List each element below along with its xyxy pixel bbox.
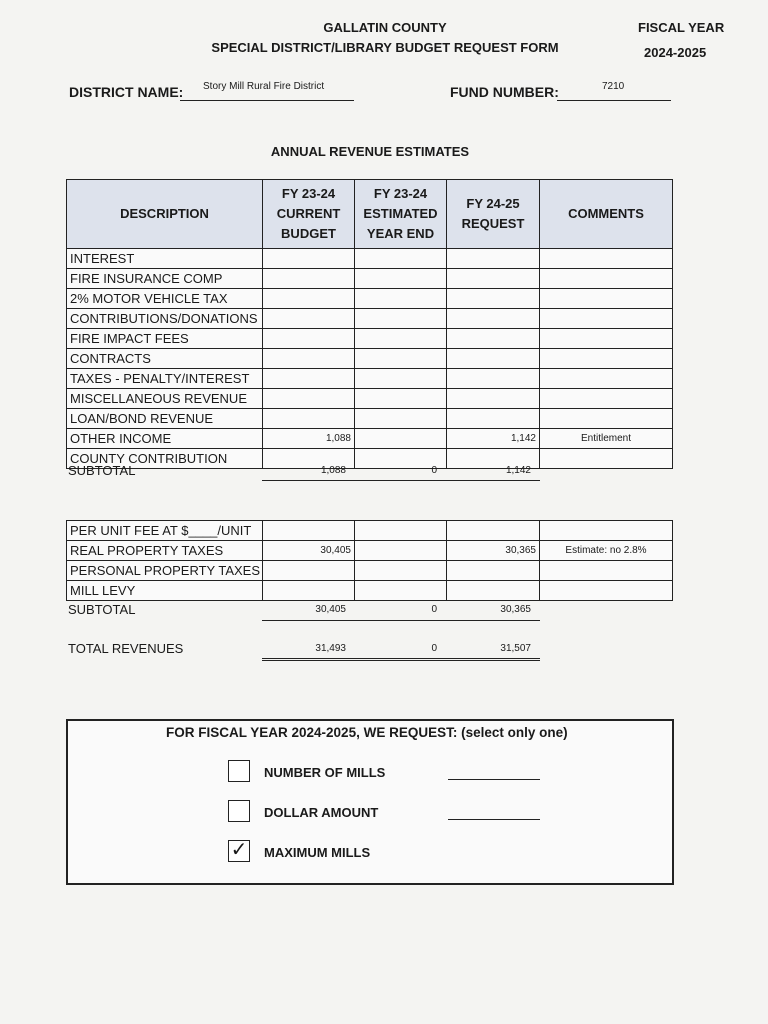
cell-current-budget[interactable] bbox=[263, 289, 355, 309]
cell-current-budget[interactable] bbox=[263, 389, 355, 409]
table-row bbox=[67, 429, 673, 449]
cell-current-budget[interactable]: 1,088 bbox=[263, 429, 355, 449]
subtotal-2-current: 30,405 bbox=[315, 604, 346, 615]
cell-estimated-year-end[interactable] bbox=[355, 561, 447, 581]
table-row bbox=[67, 581, 673, 601]
county-title: GALLATIN COUNTY bbox=[323, 20, 447, 35]
col-request bbox=[447, 180, 540, 249]
table-row bbox=[67, 289, 673, 309]
col-estimated-l3: YEAR END bbox=[366, 226, 435, 241]
cell-current-budget[interactable] bbox=[263, 329, 355, 349]
subtotal-2-request: 30,365 bbox=[500, 604, 531, 615]
cell-request[interactable] bbox=[447, 309, 540, 329]
cell-comment[interactable] bbox=[540, 269, 673, 289]
col-comments: COMMENTS bbox=[540, 180, 673, 249]
row-description: CONTRIBUTIONS/DONATIONS bbox=[67, 309, 263, 329]
cell-request[interactable] bbox=[447, 349, 540, 369]
fiscal-year-label: FISCAL YEAR bbox=[638, 20, 725, 35]
cell-request[interactable] bbox=[447, 389, 540, 409]
subtotal-1-estimated: 0 bbox=[431, 465, 437, 476]
cell-estimated-year-end[interactable] bbox=[355, 349, 447, 369]
col-current-l1: FY 23-24 bbox=[281, 186, 336, 201]
row-description: PERSONAL PROPERTY TAXES bbox=[67, 561, 263, 581]
col-current-budget bbox=[263, 180, 355, 249]
row-description: 2% MOTOR VEHICLE TAX bbox=[67, 289, 263, 309]
cell-estimated-year-end[interactable] bbox=[355, 329, 447, 349]
cell-request[interactable] bbox=[447, 249, 540, 269]
cell-comment[interactable] bbox=[540, 329, 673, 349]
cell-comment[interactable] bbox=[540, 249, 673, 269]
subtotal-2-estimated: 0 bbox=[431, 604, 437, 615]
table-row bbox=[67, 249, 673, 269]
option-maximum-mills: MAXIMUM MILLS bbox=[264, 845, 371, 860]
district-name-label: DISTRICT NAME: bbox=[69, 84, 184, 100]
cell-current-budget[interactable] bbox=[263, 521, 355, 541]
total-request: 31,507 bbox=[500, 643, 531, 654]
cell-request[interactable] bbox=[447, 521, 540, 541]
cell-estimated-year-end[interactable] bbox=[355, 369, 447, 389]
district-name-value: Story Mill Rural Fire District bbox=[203, 81, 325, 92]
cell-request[interactable] bbox=[447, 581, 540, 601]
mills-entry-line[interactable] bbox=[448, 779, 540, 780]
cell-estimated-year-end[interactable] bbox=[355, 249, 447, 269]
table-row bbox=[67, 389, 673, 409]
revenue-table-1 bbox=[66, 179, 673, 469]
table-row bbox=[67, 409, 673, 429]
cell-current-budget[interactable] bbox=[263, 561, 355, 581]
cell-request[interactable] bbox=[447, 561, 540, 581]
row-description: OTHER INCOME bbox=[67, 429, 263, 449]
checkbox-number-of-mills[interactable] bbox=[228, 760, 250, 782]
row-description: PER UNIT FEE AT $____/UNIT bbox=[67, 521, 263, 541]
row-description: INTEREST bbox=[67, 249, 263, 269]
cell-current-budget[interactable] bbox=[263, 269, 355, 289]
checkbox-dollar-amount[interactable] bbox=[228, 800, 250, 822]
cell-request[interactable] bbox=[447, 289, 540, 309]
cell-request[interactable] bbox=[447, 369, 540, 389]
subtotal-1-current: 1,088 bbox=[320, 465, 346, 476]
row-description: FIRE IMPACT FEES bbox=[67, 329, 263, 349]
revenue-table-2 bbox=[66, 520, 673, 601]
dollar-entry-line[interactable] bbox=[448, 819, 540, 820]
section-title: ANNUAL REVENUE ESTIMATES bbox=[270, 144, 470, 159]
cell-request[interactable]: 30,365 bbox=[447, 541, 540, 561]
cell-request[interactable] bbox=[447, 269, 540, 289]
cell-comment[interactable]: Entitlement bbox=[540, 429, 673, 449]
request-box-title: FOR FISCAL YEAR 2024-2025, WE REQUEST: (select only one) bbox=[166, 725, 568, 740]
cell-estimated-year-end[interactable] bbox=[355, 389, 447, 409]
col-estimated-l1: FY 23-24 bbox=[373, 186, 428, 201]
row-description: COUNTY CONTRIBUTION bbox=[67, 449, 263, 469]
table-row bbox=[67, 309, 673, 329]
cell-current-budget[interactable] bbox=[263, 581, 355, 601]
table-row bbox=[67, 521, 673, 541]
cell-estimated-year-end[interactable] bbox=[355, 269, 447, 289]
cell-estimated-year-end[interactable] bbox=[355, 409, 447, 429]
cell-request[interactable] bbox=[447, 409, 540, 429]
cell-estimated-year-end[interactable] bbox=[355, 521, 447, 541]
cell-request[interactable] bbox=[447, 329, 540, 349]
cell-estimated-year-end[interactable] bbox=[355, 289, 447, 309]
cell-estimated-year-end[interactable] bbox=[355, 581, 447, 601]
option-number-of-mills: NUMBER OF MILLS bbox=[264, 765, 386, 780]
col-current-l2: CURRENT bbox=[276, 206, 341, 221]
total-current: 31,493 bbox=[315, 643, 346, 654]
col-request-l1: FY 24-25 bbox=[466, 196, 520, 211]
cell-comment[interactable] bbox=[540, 449, 673, 469]
subtotal-2-underline bbox=[262, 620, 540, 621]
col-description: DESCRIPTION bbox=[67, 180, 263, 249]
table-row bbox=[67, 369, 673, 389]
subtotal-2-label: SUBTOTAL bbox=[68, 602, 136, 617]
cell-current-budget[interactable] bbox=[263, 349, 355, 369]
cell-comment[interactable]: Estimate: no 2.8% bbox=[540, 541, 673, 561]
total-revenues-label: TOTAL REVENUES bbox=[68, 641, 184, 656]
cell-current-budget[interactable] bbox=[263, 309, 355, 329]
subtotal-1-label: SUBTOTAL bbox=[68, 463, 136, 478]
col-estimated-l2: ESTIMATED bbox=[363, 206, 438, 221]
form-title: SPECIAL DISTRICT/LIBRARY BUDGET REQUEST FORM bbox=[211, 40, 559, 55]
fiscal-year-value: 2024-2025 bbox=[644, 45, 707, 60]
cell-comment[interactable] bbox=[540, 389, 673, 409]
table-row bbox=[67, 541, 673, 561]
row-description: REAL PROPERTY TAXES bbox=[67, 541, 263, 561]
subtotal-1-underline bbox=[262, 480, 540, 481]
cell-comment[interactable] bbox=[540, 409, 673, 429]
row-description: CONTRACTS bbox=[67, 349, 263, 369]
cell-estimated-year-end[interactable] bbox=[355, 309, 447, 329]
row-description: LOAN/BOND REVENUE bbox=[67, 409, 263, 429]
row-description: FIRE INSURANCE COMP bbox=[67, 269, 263, 289]
cell-comment[interactable] bbox=[540, 561, 673, 581]
cell-estimated-year-end[interactable] bbox=[355, 429, 447, 449]
row-description: MILL LEVY bbox=[67, 581, 263, 601]
cell-current-budget[interactable] bbox=[263, 369, 355, 389]
subtotal-1-request: 1,142 bbox=[505, 465, 531, 476]
col-estimated-year-end bbox=[355, 180, 447, 249]
row-description: TAXES - PENALTY/INTEREST bbox=[67, 369, 263, 389]
option-dollar-amount: DOLLAR AMOUNT bbox=[264, 805, 379, 820]
cell-request[interactable]: 1,142 bbox=[447, 429, 540, 449]
fund-number-field[interactable] bbox=[557, 81, 671, 101]
request-box bbox=[66, 719, 674, 885]
checkbox-maximum-mills[interactable]: ✓ bbox=[228, 840, 250, 862]
cell-comment[interactable] bbox=[540, 309, 673, 329]
table-row bbox=[67, 561, 673, 581]
col-current-l3: BUDGET bbox=[281, 226, 336, 241]
cell-comment[interactable] bbox=[540, 349, 673, 369]
fund-number-value: 7210 bbox=[602, 81, 625, 92]
table-row bbox=[67, 329, 673, 349]
total-estimated: 0 bbox=[431, 643, 437, 654]
row-description: MISCELLANEOUS REVENUE bbox=[67, 389, 263, 409]
table-row bbox=[67, 269, 673, 289]
fund-number-label: FUND NUMBER: bbox=[450, 84, 559, 100]
cell-current-budget[interactable] bbox=[263, 409, 355, 429]
col-request-l2: REQUEST bbox=[461, 216, 525, 231]
district-name-field[interactable] bbox=[180, 81, 354, 101]
cell-comment[interactable] bbox=[540, 369, 673, 389]
cell-current-budget[interactable]: 30,405 bbox=[263, 541, 355, 561]
cell-comment[interactable] bbox=[540, 581, 673, 601]
cell-current-budget[interactable] bbox=[263, 249, 355, 269]
total-double-underline bbox=[262, 658, 540, 661]
cell-estimated-year-end[interactable] bbox=[355, 541, 447, 561]
table-row bbox=[67, 349, 673, 369]
cell-comment[interactable] bbox=[540, 521, 673, 541]
cell-comment[interactable] bbox=[540, 289, 673, 309]
